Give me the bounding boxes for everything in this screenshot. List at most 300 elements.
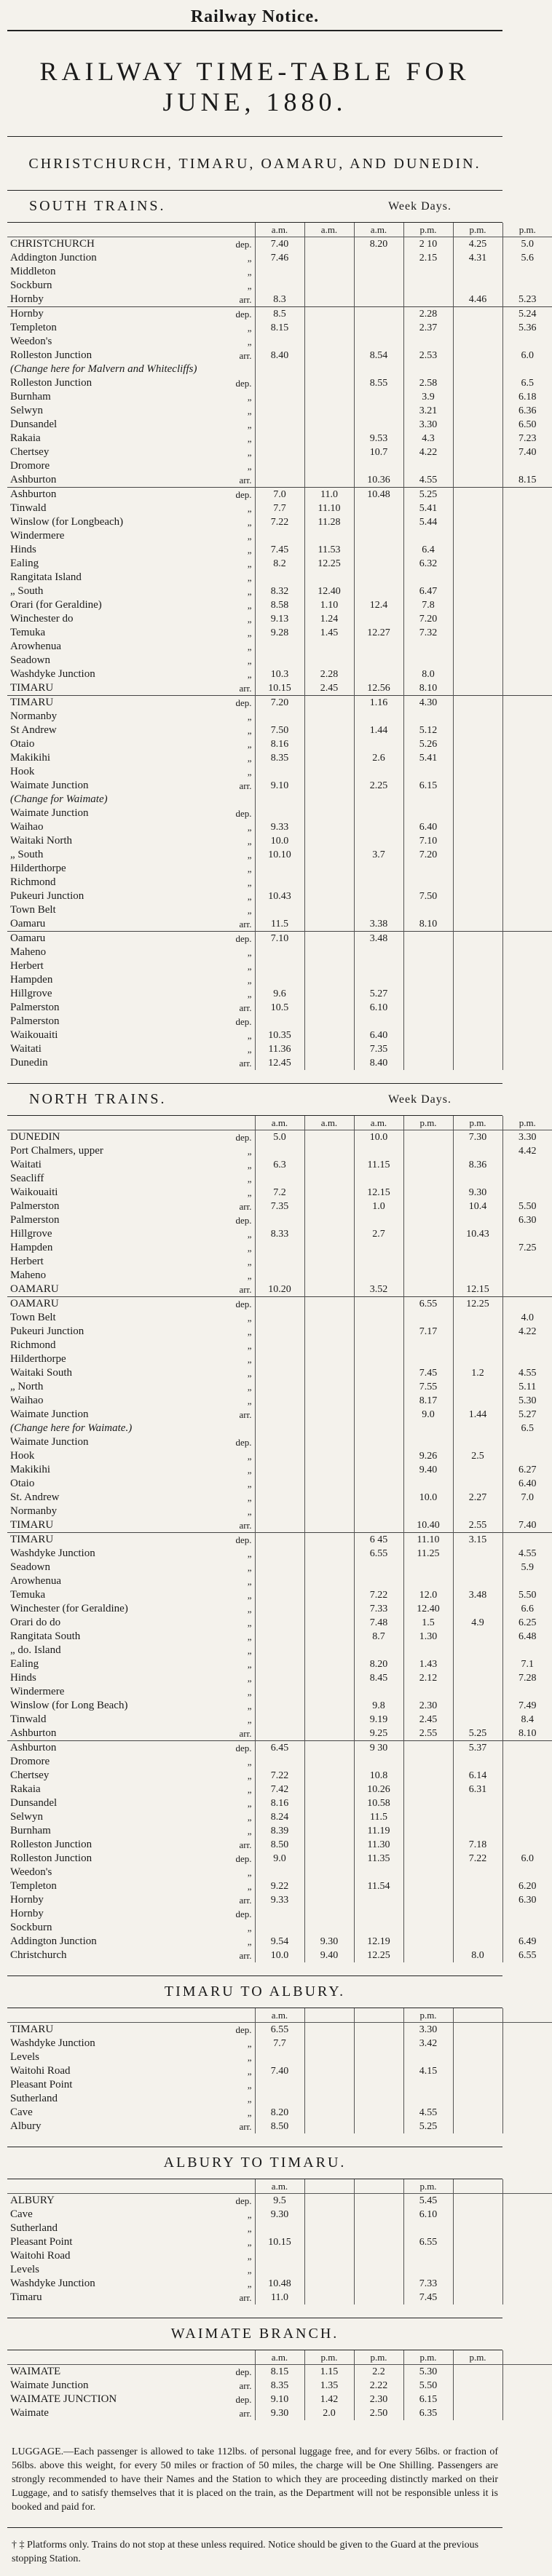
time-cell: [403, 1158, 453, 1172]
time-cell: 8.35: [255, 2379, 304, 2393]
time-cell: [354, 1015, 403, 1029]
table-row: [7, 390, 552, 404]
station-name: Seacliff: [10, 1173, 44, 1184]
time-cell: [304, 237, 354, 252]
time-cell: 11.5: [354, 1810, 403, 1824]
station-name: Herbert: [10, 1256, 44, 1267]
station-name: Washdyke Junction: [10, 668, 95, 680]
time-cell: 8.15: [502, 473, 552, 488]
station-name: Waikouaiti: [10, 1029, 58, 1041]
time-cell: 2.22: [354, 2379, 403, 2393]
time-cell: [453, 1015, 502, 1029]
time-cell: [354, 2235, 403, 2249]
time-cell: [354, 2291, 403, 2304]
station-name: Windermere: [10, 1686, 65, 1697]
time-cell: 8.10: [502, 1727, 552, 1741]
time-cell: [453, 1056, 502, 1070]
time-cell: [453, 2277, 502, 2291]
time-cell: [403, 959, 453, 973]
station-name: Windermere: [10, 530, 65, 542]
time-cell: [255, 1435, 304, 1449]
time-cell: [453, 1671, 502, 1685]
time-cell: 9.13: [255, 612, 304, 626]
time-cell: [304, 917, 354, 932]
table-row: [7, 1325, 552, 1339]
time-cell: 7.22: [255, 515, 304, 529]
time-cell: 7.1: [502, 1657, 552, 1671]
time-cell: [354, 1297, 403, 1312]
time-header-cell: [502, 2008, 552, 2023]
arr-dep-marker: „: [247, 1645, 252, 1656]
time-cell: 2.25: [354, 779, 403, 793]
time-cell: [255, 1491, 304, 1505]
table-row: [7, 2050, 552, 2064]
station-name: Pukeuri Junction: [10, 890, 84, 902]
time-cell: 11.5: [255, 917, 304, 932]
time-cell: 2 10: [403, 237, 453, 252]
time-cell: [403, 973, 453, 987]
arr-dep-marker: dep.: [235, 2024, 252, 2035]
time-cell: [354, 307, 403, 322]
notice-page: [7, 0, 537, 2576]
time-cell: [453, 959, 502, 973]
time-cell: [403, 1907, 453, 1921]
station-name: Palmerston: [10, 1015, 60, 1027]
time-cell: [354, 1269, 403, 1283]
time-cell: [502, 362, 552, 376]
time-cell: [255, 1269, 304, 1283]
time-cell: [453, 626, 502, 640]
time-cell: 8.55: [354, 376, 403, 390]
arr-dep-marker: „: [247, 1506, 252, 1517]
arr-dep-marker: „: [247, 1465, 252, 1475]
section-header: [7, 2147, 502, 2179]
arr-dep-marker: „: [247, 739, 252, 750]
time-cell: [354, 1755, 403, 1769]
time-cell: [453, 973, 502, 987]
time-header-cell: p.m.: [403, 1116, 453, 1130]
table-row: [7, 1213, 552, 1227]
time-cell: 9.0: [255, 1852, 304, 1866]
arr-dep-marker: „: [247, 905, 252, 916]
time-cell: [453, 1879, 502, 1893]
time-cell: [255, 1422, 304, 1435]
time-cell: 7.33: [354, 1602, 403, 1616]
arr-dep-marker: arr.: [239, 1895, 252, 1906]
time-cell: [304, 2120, 354, 2133]
time-cell: [304, 1158, 354, 1172]
table-row: [7, 765, 552, 779]
time-cell: [354, 1893, 403, 1907]
table-row: [7, 2064, 552, 2078]
section-gap: [7, 2133, 502, 2147]
time-cell: 7.33: [403, 2277, 453, 2291]
table-row: [7, 404, 552, 418]
time-cell: [502, 654, 552, 667]
time-cell: 9.40: [403, 1463, 453, 1477]
table-row: [7, 876, 552, 889]
table-row: [7, 751, 552, 765]
time-cell: [453, 1311, 502, 1325]
time-cell: [304, 1311, 354, 1325]
arr-dep-marker: dep.: [235, 1853, 252, 1864]
station-name: Rolleston Junction: [10, 1839, 92, 1850]
station-name: Hampden: [10, 974, 53, 986]
time-cell: [255, 2050, 304, 2064]
time-cell: [502, 1435, 552, 1449]
time-cell: [304, 903, 354, 917]
time-cell: 11.10: [403, 1533, 453, 1547]
time-header-row: [7, 2008, 552, 2023]
time-cell: [304, 349, 354, 362]
time-cell: 9.33: [255, 820, 304, 834]
arr-dep-marker: „: [247, 1187, 252, 1198]
time-cell: [304, 1671, 354, 1685]
time-cell: [453, 1042, 502, 1056]
time-cell: 6.15: [403, 779, 453, 793]
time-cell: 3.21: [403, 404, 453, 418]
time-cell: [502, 529, 552, 543]
time-cell: [304, 390, 354, 404]
station-name: Herbert: [10, 960, 44, 972]
time-cell: [304, 1657, 354, 1671]
time-cell: [502, 1769, 552, 1783]
time-cell: 8.4: [502, 1713, 552, 1727]
time-cell: [502, 2365, 552, 2379]
time-cell: [354, 1339, 403, 1352]
time-cell: [502, 2194, 552, 2208]
arr-dep-marker: „: [247, 753, 252, 764]
week-days-label: Week Days.: [388, 199, 452, 213]
time-cell: [502, 1755, 552, 1769]
time-cell: 6.40: [502, 1477, 552, 1491]
time-cell: [453, 2406, 502, 2420]
timetable: [7, 2350, 552, 2420]
time-cell: 7.48: [354, 1616, 403, 1630]
time-cell: [255, 1325, 304, 1339]
time-header-cell: p.m.: [453, 2350, 502, 2365]
time-cell: [403, 807, 453, 820]
station-name: „ South: [10, 849, 44, 860]
time-cell: [255, 1015, 304, 1029]
timetable: [7, 2179, 552, 2304]
station-name: Ashburton: [10, 1727, 57, 1739]
time-cell: [255, 1921, 304, 1935]
time-cell: [502, 279, 552, 293]
table-row: [7, 1269, 552, 1283]
table-row: [7, 488, 552, 502]
station-name: Sockburn: [10, 280, 52, 291]
time-cell: 5.27: [354, 987, 403, 1001]
time-cell: [354, 265, 403, 279]
time-cell: [304, 807, 354, 820]
time-cell: [502, 1297, 552, 1312]
time-cell: [354, 2120, 403, 2133]
time-cell: [453, 1463, 502, 1477]
arr-dep-marker: „: [247, 1922, 252, 1933]
time-cell: [304, 654, 354, 667]
arr-dep-marker: dep.: [235, 1132, 252, 1143]
station-name: Rakaia: [10, 432, 41, 444]
arr-dep-marker: „: [247, 614, 252, 625]
time-cell: [453, 946, 502, 959]
time-cell: 10.26: [354, 1783, 403, 1796]
time-cell: [304, 1588, 354, 1602]
arr-dep-marker: „: [247, 405, 252, 416]
arr-dep-marker: dep.: [235, 239, 252, 250]
time-cell: [354, 1866, 403, 1879]
time-cell: [453, 654, 502, 667]
time-cell: [304, 724, 354, 737]
time-cell: [304, 1727, 354, 1741]
time-cell: [453, 932, 502, 946]
time-cell: [502, 543, 552, 557]
time-cell: [453, 459, 502, 473]
time-cell: 8.16: [255, 737, 304, 751]
time-cell: 6.30: [502, 1213, 552, 1227]
table-row: [7, 1866, 552, 1879]
time-cell: [255, 404, 304, 418]
time-cell: [304, 2092, 354, 2106]
time-cell: [304, 1241, 354, 1255]
time-cell: [453, 2023, 502, 2037]
time-header-cell: [304, 2008, 354, 2023]
station-name: OAMARU: [10, 1283, 59, 1295]
time-cell: 7.45: [255, 543, 304, 557]
time-cell: 2.2: [354, 2365, 403, 2379]
time-cell: [403, 946, 453, 959]
time-cell: [453, 765, 502, 779]
time-cell: [453, 390, 502, 404]
time-cell: 8.32: [255, 584, 304, 598]
time-cell: 7.50: [255, 724, 304, 737]
time-cell: 4.9: [453, 1616, 502, 1630]
table-row: [7, 1907, 552, 1921]
table-row: [7, 2393, 552, 2406]
time-cell: [502, 2406, 552, 2420]
station-name: Waikouaiti: [10, 1186, 58, 1198]
time-cell: 10.3: [255, 667, 304, 681]
station-name: Waihao: [10, 821, 44, 833]
time-cell: [304, 2023, 354, 2037]
time-cell: [502, 1921, 552, 1935]
station-name: Richmond: [10, 1339, 56, 1351]
time-cell: 7.23: [502, 432, 552, 445]
time-cell: [453, 2291, 502, 2304]
time-cell: [403, 2078, 453, 2092]
time-cell: 10.40: [403, 1518, 453, 1533]
arr-dep-marker: „: [247, 1784, 252, 1795]
time-cell: 8.40: [255, 349, 304, 362]
arr-dep-marker: „: [247, 2066, 252, 2077]
station-name: Addington Junction: [10, 252, 97, 263]
time-cell: [304, 279, 354, 293]
table-row: [7, 2106, 552, 2120]
time-cell: [255, 654, 304, 667]
time-cell: 8.45: [354, 1671, 403, 1685]
time-cell: 6 45: [354, 1533, 403, 1547]
time-cell: [502, 973, 552, 987]
arr-dep-marker: „: [247, 1798, 252, 1809]
time-cell: 10.43: [255, 889, 304, 903]
station-name: Hornby: [10, 1908, 44, 1919]
arr-dep-marker: „: [247, 266, 252, 277]
time-cell: [453, 2365, 502, 2379]
time-cell: [403, 1921, 453, 1935]
station-name: (Change here for Malvern and Whitecliffs): [10, 363, 197, 375]
time-cell: [354, 459, 403, 473]
time-cell: [304, 1172, 354, 1186]
time-cell: 9.0: [403, 1408, 453, 1422]
station-name: Waimate Junction: [10, 807, 89, 819]
time-cell: [304, 1518, 354, 1533]
time-cell: [304, 1866, 354, 1879]
time-cell: [453, 432, 502, 445]
table-row: [7, 1810, 552, 1824]
time-cell: [255, 2078, 304, 2092]
time-cell: [403, 1241, 453, 1255]
table-row: [7, 1518, 552, 1533]
arr-dep-marker: „: [247, 877, 252, 888]
time-cell: [255, 1213, 304, 1227]
time-cell: 10.48: [354, 488, 403, 502]
time-cell: [502, 959, 552, 973]
time-cell: 9.6: [255, 987, 304, 1001]
table-row: [7, 1477, 552, 1491]
time-cell: [453, 2263, 502, 2277]
time-cell: 8.10: [403, 917, 453, 932]
arr-dep-marker: „: [247, 1617, 252, 1628]
time-cell: 7.50: [403, 889, 453, 903]
time-cell: [354, 2078, 403, 2092]
station-name: Hinds: [10, 1672, 36, 1684]
time-cell: [502, 1227, 552, 1241]
time-cell: [453, 2120, 502, 2133]
arr-dep-marker: dep.: [223, 1297, 255, 1312]
time-cell: [304, 251, 354, 265]
time-cell: [502, 1783, 552, 1796]
arr-dep-marker: „: [247, 766, 252, 777]
time-cell: 4.31: [453, 251, 502, 265]
time-cell: 8.33: [255, 1227, 304, 1241]
table-row: [7, 2406, 552, 2420]
time-cell: [502, 751, 552, 765]
section-title: WAIMATE BRANCH.: [170, 2326, 339, 2342]
time-cell: 8.58: [255, 598, 304, 612]
time-cell: [403, 1879, 453, 1893]
time-cell: 2.27: [453, 1491, 502, 1505]
time-cell: [502, 917, 552, 932]
time-cell: 1.5: [403, 1616, 453, 1630]
arr-dep-marker: arr.: [239, 475, 252, 486]
time-header-row: [7, 2350, 552, 2365]
table-row: [7, 473, 552, 488]
time-cell: 12.15: [354, 1186, 403, 1200]
time-cell: [255, 1311, 304, 1325]
time-cell: [403, 265, 453, 279]
time-cell: [403, 1935, 453, 1949]
time-cell: [403, 1255, 453, 1269]
time-cell: [453, 1241, 502, 1255]
arr-dep-marker: „: [247, 461, 252, 472]
time-cell: [403, 1824, 453, 1838]
time-cell: [403, 1685, 453, 1699]
time-cell: [354, 1921, 403, 1935]
time-header-cell: p.m.: [403, 2179, 453, 2194]
station-name: Otaio: [10, 738, 35, 750]
station-name: „ South: [10, 585, 44, 597]
time-cell: 4.15: [403, 2064, 453, 2078]
time-cell: [354, 1561, 403, 1574]
table-row: [7, 1657, 552, 1671]
table-row: [7, 2092, 552, 2106]
time-cell: [453, 571, 502, 584]
station-name: Orari (for Geraldine): [10, 599, 102, 611]
time-cell: [502, 2050, 552, 2064]
time-cell: [502, 1685, 552, 1699]
table-row: [7, 1893, 552, 1907]
time-cell: [453, 2106, 502, 2120]
table-row: [7, 1671, 552, 1685]
table-row: [7, 1042, 552, 1056]
time-cell: 2.15: [403, 251, 453, 265]
masthead: Railway Notice.: [190, 7, 320, 26]
time-cell: 12.19: [354, 1935, 403, 1949]
arr-dep-marker: „: [247, 1030, 252, 1041]
time-cell: [403, 459, 453, 473]
time-cell: 10.58: [354, 1796, 403, 1810]
time-cell: [255, 1380, 304, 1394]
arr-dep-marker: „: [247, 1867, 252, 1878]
arr-dep-marker: „: [247, 655, 252, 666]
time-cell: 5.6: [502, 251, 552, 265]
time-cell: [502, 2037, 552, 2050]
time-cell: [255, 1339, 304, 1352]
time-cell: 9.28: [255, 626, 304, 640]
time-cell: [354, 737, 403, 751]
time-cell: [403, 529, 453, 543]
table-row: [7, 807, 552, 820]
time-cell: [502, 2277, 552, 2291]
time-cell: [502, 1741, 552, 1756]
station-name: Hinds: [10, 544, 36, 555]
time-cell: [304, 1630, 354, 1644]
time-cell: [502, 1810, 552, 1824]
table-row: [7, 696, 552, 710]
arr-dep-marker: „: [247, 392, 252, 403]
arr-dep-marker: „: [247, 1492, 252, 1503]
time-cell: 1.44: [453, 1408, 502, 1422]
time-cell: [354, 529, 403, 543]
time-cell: [502, 724, 552, 737]
arr-dep-marker: „: [247, 669, 252, 680]
time-cell: [453, 598, 502, 612]
time-cell: 9.30: [255, 2406, 304, 2420]
arr-dep-marker: „: [247, 1631, 252, 1642]
time-cell: 11.0: [255, 2291, 304, 2304]
time-cell: [453, 848, 502, 862]
station-name: Christchurch: [10, 1949, 67, 1961]
arr-dep-marker: arr.: [239, 1409, 252, 1420]
time-cell: 12.27: [354, 626, 403, 640]
time-cell: [453, 793, 502, 807]
time-cell: 8.24: [255, 1810, 304, 1824]
station-name: Ashburton: [7, 488, 223, 502]
time-cell: [354, 362, 403, 376]
station-name: Rangitata South: [10, 1630, 81, 1642]
time-cell: [354, 2050, 403, 2064]
time-cell: [453, 737, 502, 751]
